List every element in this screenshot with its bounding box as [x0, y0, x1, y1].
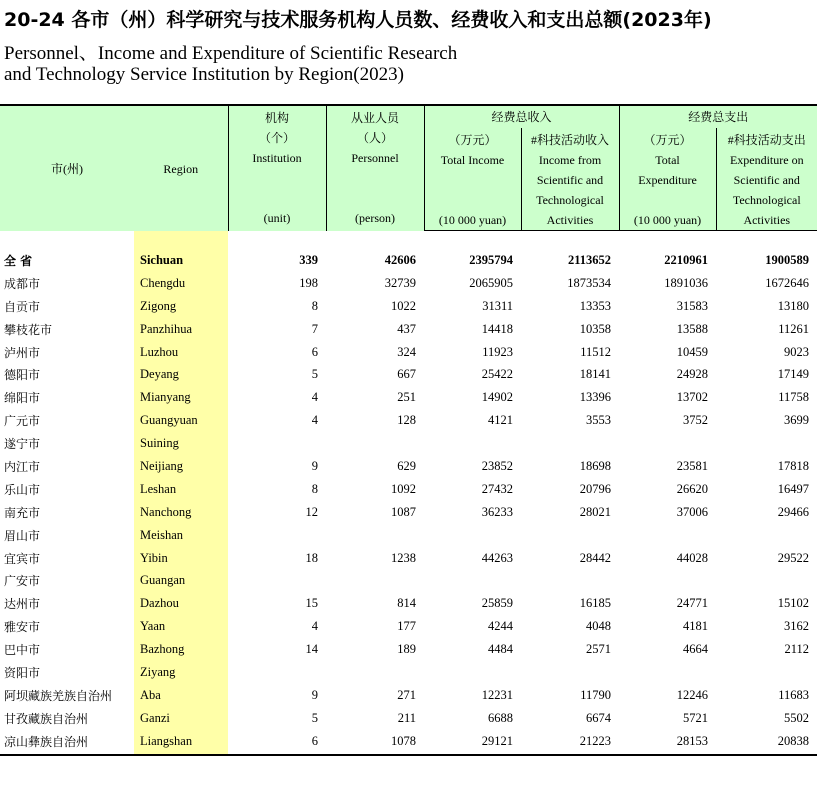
- value-cell-inc: 4244: [488, 619, 513, 634]
- header-region-en: Region: [134, 105, 228, 231]
- region-cn-cell: 遂宁市: [4, 437, 41, 452]
- value-cell-exp: 24771: [676, 596, 709, 611]
- value-cell-pers: 1238: [391, 550, 416, 565]
- value-cell-inst: [228, 432, 326, 455]
- value-cell-exp: 3752: [683, 413, 709, 428]
- header-line: (person): [355, 211, 395, 225]
- value-cell-exp-st: 2112: [784, 642, 810, 657]
- value-cell-inst: 5: [311, 710, 318, 725]
- table-row: [0, 707, 817, 730]
- value-cell-exp-st: 17149: [777, 367, 810, 382]
- value-cell-inst: 18: [305, 550, 318, 565]
- value-cell-exp: 2210961: [664, 252, 709, 267]
- value-cell-pers: 271: [397, 687, 416, 702]
- value-cell-exp: [619, 432, 716, 455]
- header-line: Scientific and: [536, 173, 604, 187]
- header-line: [328, 188, 423, 208]
- table-row: [0, 432, 817, 455]
- value-cell-exp: [619, 524, 716, 547]
- value-cell-inst: [228, 661, 326, 684]
- value-cell-inc-st: 21223: [521, 730, 619, 755]
- header-income-group: 经费总收入: [424, 105, 619, 128]
- table-row: [0, 363, 817, 386]
- value-cell-inc-st: 28021: [579, 504, 612, 519]
- region-en-cell: Guangyuan: [134, 409, 228, 432]
- value-cell-inc-st: 18698: [579, 458, 612, 473]
- value-cell-inst: 4: [311, 390, 318, 405]
- header-expend-group: 经费总支出: [619, 105, 817, 128]
- region-en-cell: Ganzi: [134, 707, 228, 730]
- value-cell-inst: 12: [305, 504, 318, 519]
- region-en-cell: Panzhihua: [134, 318, 228, 341]
- value-cell-pers: 32739: [384, 275, 416, 290]
- value-cell-pers: [326, 661, 424, 684]
- value-cell-inst: 7: [311, 321, 318, 336]
- value-cell-exp-st: 1672646: [765, 275, 810, 290]
- data-table: [0, 104, 817, 756]
- header-line: Expenditure: [638, 173, 697, 187]
- value-cell-exp-st: 11683: [778, 687, 810, 702]
- value-cell-inc-st: 2571: [586, 642, 612, 657]
- value-cell-pers: 1092: [391, 481, 416, 496]
- value-cell-inst: 4: [311, 619, 318, 634]
- value-cell-inc: 23852: [481, 458, 513, 473]
- table-row: [0, 615, 817, 638]
- value-cell-inc: 29121: [424, 730, 521, 755]
- value-cell-inc-st: 1873534: [567, 275, 612, 290]
- header-line: [621, 190, 715, 210]
- value-cell-inst: 14: [305, 642, 318, 657]
- header-region-cn: 市(州): [0, 105, 134, 231]
- region-cn-cell: 德阳市: [4, 368, 41, 383]
- value-cell-pers: 1087: [391, 504, 416, 519]
- value-cell-inc-st: 20796: [579, 481, 612, 496]
- header-expend-total: [619, 128, 716, 231]
- region-en-cell: Neijiang: [134, 455, 228, 478]
- value-cell-exp-st: 3699: [784, 413, 810, 428]
- table-row: [0, 501, 817, 524]
- header-personnel: [326, 105, 424, 231]
- table-row: [0, 684, 817, 707]
- page-title: 20-24 各市（州）科学研究与技术服务机构人员数、经费收入和支出总额(2023年): [4, 9, 712, 31]
- value-cell-inc-st: 2113652: [567, 252, 612, 267]
- value-cell-exp: 12246: [676, 687, 709, 702]
- value-cell-inc: 44263: [481, 550, 513, 565]
- value-cell-inc: 27432: [481, 481, 513, 496]
- value-cell-inc-st: 28442: [579, 550, 612, 565]
- value-cell-inst: 4: [311, 413, 318, 428]
- header-line: (10 000 yuan): [438, 213, 507, 227]
- table-row: [0, 249, 817, 272]
- value-cell-pers: 128: [397, 413, 416, 428]
- header-line: Technological: [536, 193, 604, 207]
- value-cell-inst: 339: [299, 252, 318, 267]
- value-cell-pers: 251: [397, 390, 416, 405]
- value-cell-pers: 189: [397, 642, 416, 657]
- region-en-cell: Meishan: [134, 524, 228, 547]
- header-line: [426, 170, 520, 190]
- value-cell-inc-st: 3553: [586, 413, 612, 428]
- table-row: [0, 569, 817, 592]
- region-en-cell: Deyang: [134, 363, 228, 386]
- region-cn-cell: 成都市: [4, 276, 41, 291]
- value-cell-inc-st: [521, 432, 619, 455]
- table-row: [0, 455, 817, 478]
- region-en-cell: Leshan: [134, 478, 228, 501]
- value-cell-inst: 9: [311, 687, 318, 702]
- value-cell-exp-st: 16497: [777, 481, 810, 496]
- value-cell-inst: 15: [305, 596, 318, 611]
- region-cn-cell: 泸州市: [4, 345, 41, 360]
- value-cell-exp-st: 15102: [777, 596, 810, 611]
- header-line: Scientific and: [733, 173, 800, 187]
- region-en-cell: Suining: [134, 432, 228, 455]
- value-cell-exp-st: [716, 524, 817, 547]
- region-cn-cell: 南充市: [4, 505, 41, 520]
- value-cell-exp: 31583: [676, 298, 709, 313]
- value-cell-inc: 31311: [482, 298, 513, 313]
- region-cn-cell: 巴中市: [4, 643, 41, 658]
- header-line: Activities: [743, 213, 791, 227]
- header-line: Personnel: [351, 151, 399, 165]
- value-cell-exp: 1891036: [664, 275, 709, 290]
- header-line: （人）: [356, 131, 393, 145]
- value-cell-pers: 1078: [326, 730, 424, 755]
- value-cell-exp-st: 20838: [716, 730, 817, 755]
- value-cell-exp-st: 5502: [784, 710, 810, 725]
- value-cell-exp-st: [716, 432, 817, 455]
- region-en-cell: Guangan: [134, 569, 228, 592]
- value-cell-exp: 24928: [676, 367, 709, 382]
- value-cell-inc: 12231: [481, 687, 513, 702]
- value-cell-inst: 6: [311, 344, 318, 359]
- header-line: 机构: [264, 111, 289, 125]
- value-cell-exp: [619, 661, 716, 684]
- header-line: [230, 188, 325, 208]
- header-line: (unit): [263, 211, 291, 225]
- region-en-cell: Yaan: [134, 615, 228, 638]
- value-cell-exp-st: [716, 569, 817, 592]
- region-cn-cell: 雅安市: [4, 620, 41, 635]
- value-cell-pers: 177: [397, 619, 416, 634]
- page-subtitle-line1: Personnel、Income and Expenditure of Scientific Research: [4, 43, 458, 64]
- value-cell-inc: 11923: [482, 344, 513, 359]
- value-cell-inc-st: 18141: [579, 367, 612, 382]
- value-cell-exp-st: 29522: [777, 550, 810, 565]
- header-income-st: [521, 128, 619, 231]
- table-row: [0, 272, 817, 295]
- value-cell-inst: 6: [228, 730, 326, 755]
- value-cell-pers: 211: [397, 710, 416, 725]
- value-cell-inc: [424, 432, 521, 455]
- header-income-total: [424, 128, 521, 231]
- region-en-cell: Chengdu: [134, 272, 228, 295]
- region-cn-cell: 甘孜藏族自治州: [4, 711, 89, 726]
- table-row: [0, 386, 817, 409]
- value-cell-pers: 667: [397, 367, 416, 382]
- value-cell-pers: 42606: [384, 252, 416, 267]
- value-cell-exp: 4664: [683, 642, 709, 657]
- page-subtitle-line2: and Technology Service Institution by Region(2023): [4, 64, 404, 85]
- value-cell-inc-st: 13353: [579, 298, 612, 313]
- value-cell-exp: 13588: [676, 321, 709, 336]
- value-cell-inst: 9: [311, 458, 318, 473]
- header-line: (10 000 yuan): [633, 213, 702, 227]
- region-cn-cell: 阿坝藏族羌族自治州: [4, 688, 113, 703]
- header-line: （万元）: [448, 133, 497, 147]
- value-cell-inc: 2065905: [469, 275, 513, 290]
- region-en-cell: Bazhong: [134, 638, 228, 661]
- region-cn-cell: 绵阳市: [4, 391, 41, 406]
- value-cell-exp-st: 13180: [777, 298, 810, 313]
- value-cell-pers: [326, 524, 424, 547]
- region-cn-cell: 广元市: [4, 414, 41, 429]
- value-cell-exp: 10459: [676, 344, 709, 359]
- value-cell-inc-st: 4048: [586, 619, 612, 634]
- value-cell-pers: 437: [397, 321, 416, 336]
- value-cell-inc: 6688: [488, 710, 513, 725]
- header-line: #科技活动支出: [727, 133, 806, 147]
- value-cell-exp: 4181: [683, 619, 709, 634]
- value-cell-inc: [424, 569, 521, 592]
- value-cell-inst: 8: [311, 298, 318, 313]
- header-expend-st: [716, 128, 817, 231]
- value-cell-inc-st: 10358: [579, 321, 612, 336]
- value-cell-exp-st: 1900589: [765, 252, 810, 267]
- value-cell-exp: 26620: [676, 481, 709, 496]
- table-row: [0, 318, 817, 341]
- value-cell-exp: 13702: [676, 390, 709, 405]
- value-cell-inc-st: 13396: [579, 390, 612, 405]
- value-cell-inc: 14902: [481, 390, 513, 405]
- value-cell-pers: [326, 432, 424, 455]
- value-cell-inc-st: [521, 524, 619, 547]
- region-cn-cell: 眉山市: [4, 528, 41, 543]
- region-en-cell: Liangshan: [134, 730, 228, 755]
- value-cell-inc: 25422: [481, 367, 513, 382]
- value-cell-pers: 629: [397, 458, 416, 473]
- value-cell-pers: [326, 569, 424, 592]
- value-cell-exp-st: [716, 661, 817, 684]
- value-cell-exp-st: 11261: [778, 321, 810, 336]
- value-cell-inst: 8: [311, 481, 318, 496]
- value-cell-exp: 37006: [676, 504, 709, 519]
- value-cell-inc: [424, 524, 521, 547]
- region-cn-cell: 乐山市: [4, 482, 41, 497]
- table-row: [0, 661, 817, 684]
- header-line: 从业人员: [350, 111, 399, 125]
- value-cell-inc: 4484: [488, 642, 513, 657]
- table-row: [0, 524, 817, 547]
- table-row: [0, 638, 817, 661]
- header-line: Activities: [546, 213, 594, 227]
- region-cn-cell: 自贡市: [4, 299, 41, 314]
- value-cell-inst: 198: [299, 275, 318, 290]
- region-en-cell: Sichuan: [134, 249, 228, 272]
- region-en-cell: Nanchong: [134, 501, 228, 524]
- value-cell-inc-st: 6674: [586, 710, 612, 725]
- table-row: [0, 409, 817, 432]
- region-en-cell: Aba: [134, 684, 228, 707]
- value-cell-exp: 5721: [683, 710, 709, 725]
- region-cn-cell: 攀枝花市: [4, 322, 53, 337]
- value-cell-inst: [228, 569, 326, 592]
- value-cell-exp-st: 11758: [778, 390, 810, 405]
- region-en-cell: Mianyang: [134, 386, 228, 409]
- header-line: [230, 168, 325, 188]
- value-cell-exp: 23581: [676, 458, 709, 473]
- value-cell-pers: 324: [397, 344, 416, 359]
- header-line: （个）: [258, 131, 295, 145]
- header-line: Technological: [732, 193, 801, 207]
- value-cell-exp-st: 29466: [777, 504, 810, 519]
- value-cell-inc-st: [521, 661, 619, 684]
- table-row: [0, 730, 817, 755]
- value-cell-inc: 36233: [481, 504, 513, 519]
- region-cn-cell: 广安市: [4, 574, 41, 589]
- table-row: [0, 295, 817, 318]
- region-cn-cell: 凉山彝族自治州: [0, 730, 134, 755]
- region-en-cell: Dazhou: [134, 592, 228, 615]
- header-line: [328, 168, 423, 188]
- table-row: [0, 478, 817, 501]
- header-line: Total Income: [440, 153, 505, 167]
- value-cell-inc: 2395794: [469, 252, 513, 267]
- value-cell-pers: 814: [397, 596, 416, 611]
- value-cell-exp: [619, 569, 716, 592]
- value-cell-inc-st: 11790: [580, 687, 612, 702]
- header-institution: [228, 105, 326, 231]
- header-line: [426, 190, 520, 210]
- region-cn-cell: 宜宾市: [4, 551, 41, 566]
- region-cn-cell: 内江市: [4, 459, 41, 474]
- value-cell-exp-st: 9023: [784, 344, 810, 359]
- header-line: （万元）: [643, 133, 692, 147]
- region-cn-cell: 全 省: [4, 253, 33, 268]
- region-cn-cell: 达州市: [4, 597, 41, 612]
- value-cell-inst: 5: [311, 367, 318, 382]
- table-row: [0, 547, 817, 570]
- value-cell-inc-st: [521, 569, 619, 592]
- value-cell-inc-st: 16185: [579, 596, 612, 611]
- region-en-cell: Ziyang: [134, 661, 228, 684]
- value-cell-inc: 14418: [481, 321, 513, 336]
- header-line: Expenditure on: [729, 153, 804, 167]
- value-cell-inst: [228, 524, 326, 547]
- table-row: [0, 592, 817, 615]
- value-cell-inc: [424, 661, 521, 684]
- region-cn-cell: 资阳市: [4, 665, 41, 680]
- value-cell-exp-st: 3162: [784, 619, 810, 634]
- value-cell-exp: 44028: [676, 550, 709, 565]
- value-cell-pers: 1022: [391, 298, 416, 313]
- value-cell-inc: 4121: [488, 413, 513, 428]
- value-cell-exp: 28153: [619, 730, 716, 755]
- value-cell-inc: 25859: [481, 596, 513, 611]
- header-line: Income from: [538, 153, 602, 167]
- value-cell-exp-st: 17818: [777, 458, 810, 473]
- table-row: [0, 341, 817, 364]
- header-line: Institution: [252, 151, 302, 165]
- region-en-cell: Zigong: [134, 295, 228, 318]
- region-en-cell: Luzhou: [134, 341, 228, 364]
- region-en-cell: Yibin: [134, 547, 228, 570]
- value-cell-inc-st: 11512: [580, 344, 612, 359]
- header-line: #科技活动收入: [531, 133, 610, 147]
- header-line: Total: [655, 153, 680, 167]
